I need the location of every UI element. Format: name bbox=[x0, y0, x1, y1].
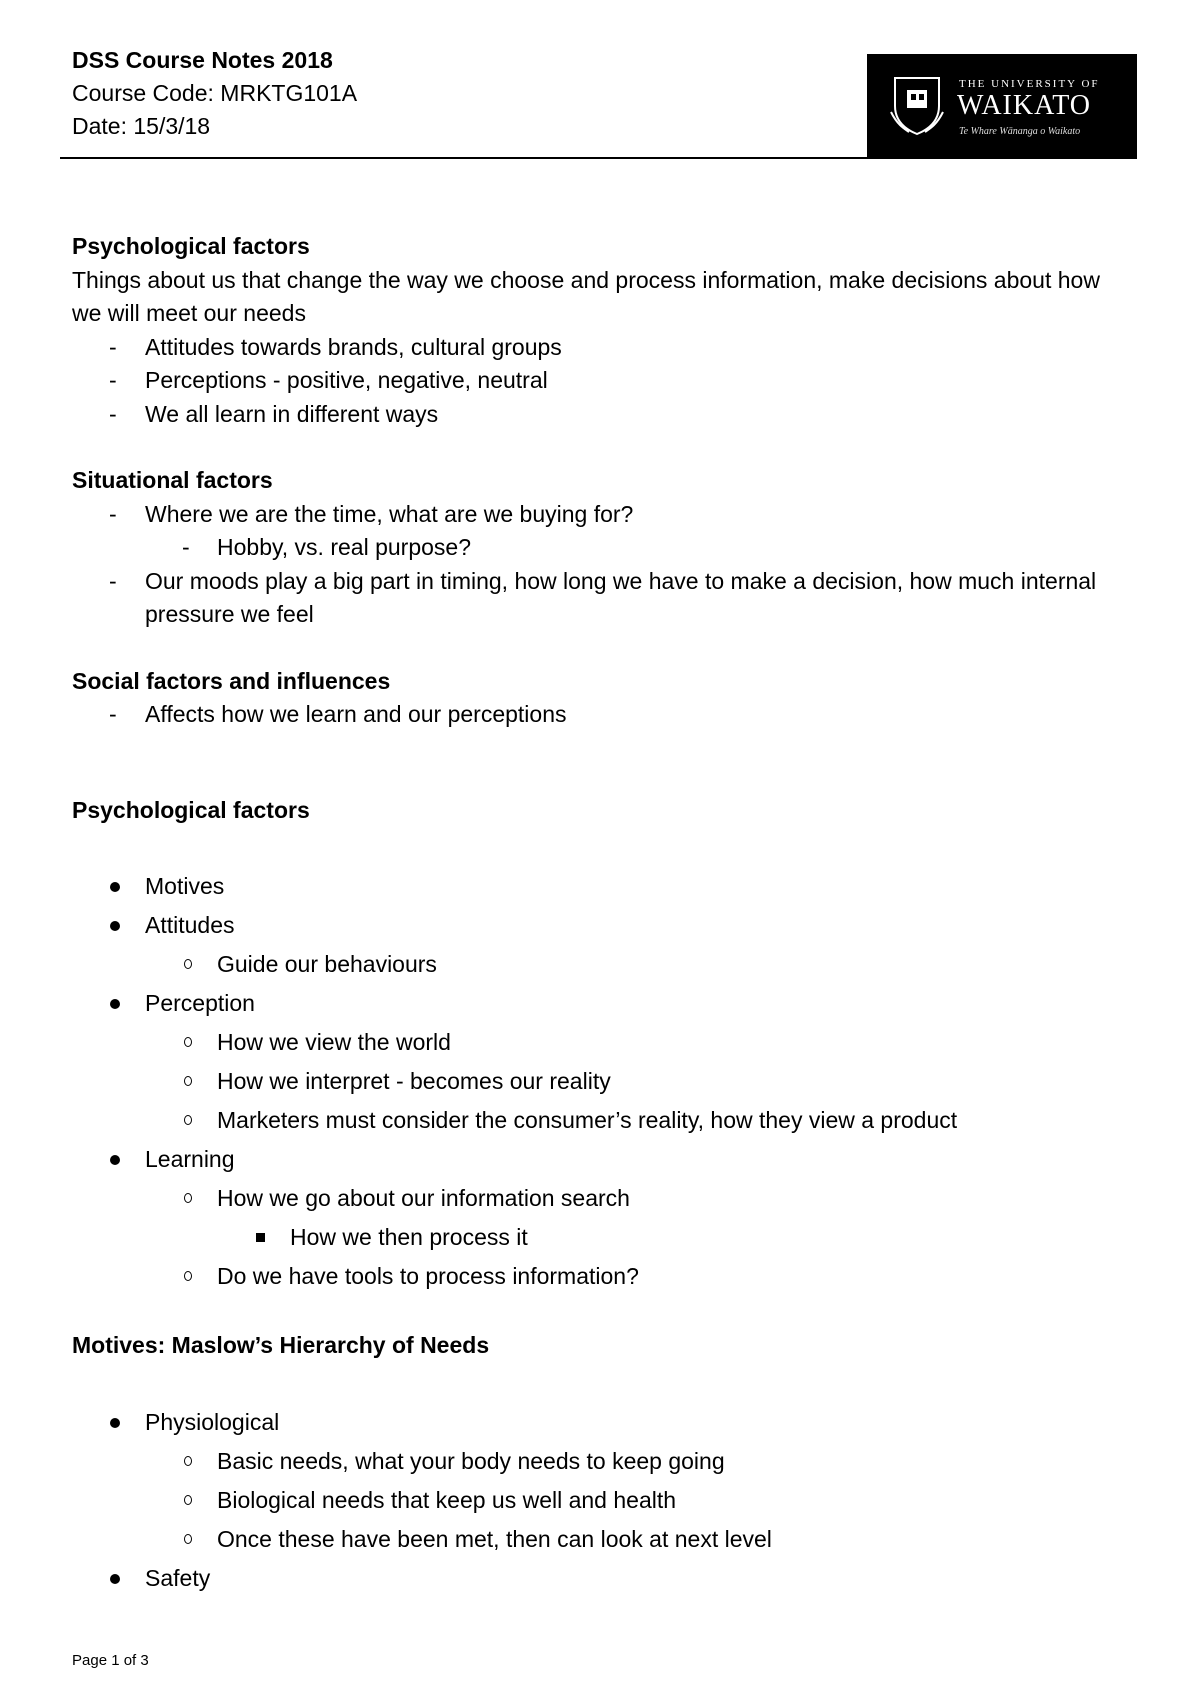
list-item: Guide our behaviours bbox=[72, 945, 1132, 984]
bullet-icon bbox=[110, 1574, 120, 1584]
dash-marker: - bbox=[109, 500, 117, 527]
circle-bullet-icon bbox=[184, 959, 192, 969]
list-item: Attitudes bbox=[72, 906, 1132, 945]
list-item: - Perceptions - positive, negative, neutral bbox=[72, 364, 1132, 398]
list-item: How we then process it bbox=[72, 1218, 1132, 1257]
list-item: How we go about our information search bbox=[72, 1179, 1132, 1218]
circle-bullet-icon bbox=[184, 1495, 192, 1505]
list-item: Once these have been met, then can look at next level bbox=[72, 1520, 1132, 1559]
bullet-icon bbox=[110, 1155, 120, 1165]
dash-marker: - bbox=[182, 534, 190, 560]
list-item: Basic needs, what your body needs to keep going bbox=[72, 1442, 1132, 1481]
list-item: Perception bbox=[72, 984, 1132, 1023]
bullet-icon bbox=[110, 999, 120, 1009]
dash-marker: - bbox=[109, 400, 117, 427]
document-body bbox=[72, 230, 1132, 1598]
list-item: Learning bbox=[72, 1140, 1132, 1179]
circle-bullet-icon bbox=[184, 1037, 192, 1047]
list-item: Do we have tools to process information? bbox=[72, 1257, 1132, 1296]
list-item: - Where we are the time, what are we buying for? bbox=[72, 498, 1132, 532]
bullet-icon bbox=[110, 921, 120, 931]
dash-list bbox=[72, 331, 1132, 432]
circle-bullet-icon bbox=[184, 1534, 192, 1544]
circle-bullet-icon bbox=[184, 1456, 192, 1466]
dash-sublist bbox=[72, 531, 1132, 565]
list-item: - Affects how we learn and our perceptions bbox=[72, 698, 1132, 732]
page-header bbox=[72, 44, 1137, 160]
list-item: Safety bbox=[72, 1559, 1132, 1598]
dash-marker: - bbox=[109, 567, 117, 594]
dash-marker: - bbox=[109, 333, 117, 360]
circle-bullet-icon bbox=[184, 1076, 192, 1086]
list-item: Marketers must consider the consumer’s reality, how they view a product bbox=[72, 1101, 1132, 1140]
list-item: - Our moods play a big part in timing, how long we have to make a decision, how much internal pressure we feel bbox=[72, 565, 1132, 632]
dash-list bbox=[72, 565, 1132, 632]
dash-marker: - bbox=[109, 701, 117, 727]
list-item: How we view the world bbox=[72, 1023, 1132, 1062]
circle-bullet-icon bbox=[184, 1115, 192, 1125]
logo-name: WAIKATO bbox=[957, 90, 1092, 121]
list-item: Motives bbox=[72, 867, 1132, 906]
page-number: Page 1 of 3 bbox=[72, 1652, 149, 1669]
logo-small-text: THE UNIVERSITY OF bbox=[959, 78, 1100, 90]
header-text bbox=[72, 44, 357, 143]
document-date: Date: 15/3/18 bbox=[72, 113, 211, 139]
section-heading: Motives: Maslow’s Hierarchy of Needs bbox=[72, 1332, 490, 1358]
list-item: - Hobby, vs. real purpose? bbox=[72, 531, 1132, 565]
list-item: - We all learn in different ways bbox=[72, 398, 1132, 432]
bullet-list bbox=[72, 1403, 1132, 1598]
section-heading: Psychological factors bbox=[72, 796, 310, 823]
logo-tagline: Te Whare Wānanga o Waikato bbox=[959, 126, 1081, 137]
bullet-icon bbox=[110, 1418, 120, 1428]
list-item: Biological needs that keep us well and health bbox=[72, 1481, 1132, 1520]
list-item: How we interpret - becomes our reality bbox=[72, 1062, 1132, 1101]
bullet-icon bbox=[110, 882, 120, 892]
section-heading: Psychological factors bbox=[72, 233, 310, 259]
crest-icon bbox=[889, 72, 945, 138]
dash-marker: - bbox=[109, 367, 117, 393]
square-bullet-icon bbox=[256, 1233, 265, 1242]
section-heading: Situational factors bbox=[72, 467, 273, 493]
course-code: Course Code: MRKTG101A bbox=[72, 80, 358, 106]
dash-list bbox=[72, 698, 1132, 732]
list-item: Physiological bbox=[72, 1403, 1132, 1442]
university-logo bbox=[867, 54, 1137, 159]
circle-bullet-icon bbox=[184, 1193, 192, 1203]
section-paragraph: Things about us that change the way we choose and process information, make decisions about how we will meet our needs bbox=[72, 266, 1100, 326]
section-heading: Social factors and influences bbox=[72, 667, 391, 694]
bullet-list bbox=[72, 867, 1132, 1296]
list-item: - Attitudes towards brands, cultural groups bbox=[72, 331, 1132, 365]
circle-bullet-icon bbox=[184, 1271, 192, 1281]
dash-list bbox=[72, 498, 1132, 532]
document-title: DSS Course Notes 2018 bbox=[72, 47, 333, 73]
